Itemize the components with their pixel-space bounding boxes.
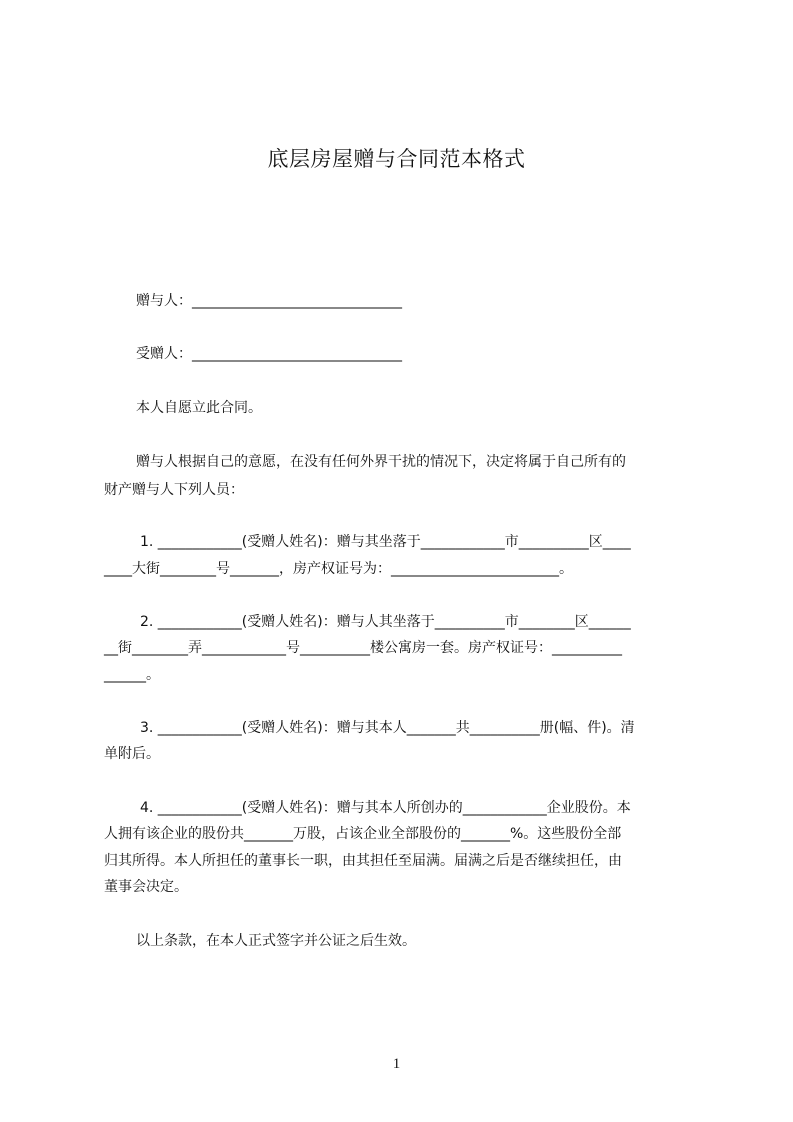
paragraph-line: 赠与人根据自己的意愿，在没有任何外界干扰的情况下，决定将属于自己所有的 (136, 454, 626, 470)
item-3-line: 3. ____________(受赠人姓名)：赠与其本人_______共__________册(幅、件)。清 (140, 720, 635, 736)
item-4-line: 归其所得。本人所担任的董事长一职，由其担任至届满。届满之后是否继续担任，由 (104, 853, 622, 869)
donor-line: 赠与人：______________________________ (136, 293, 402, 309)
item-3-line: 单附后。 (104, 746, 160, 762)
item-2-line: ______。 (104, 667, 160, 683)
item-4-line: 董事会决定。 (104, 879, 188, 895)
item-4-line: 4. ____________(受赠人姓名)：赠与其本人所创办的____________企业股份。本 (140, 800, 631, 816)
donee-line: 受赠人：______________________________ (136, 346, 402, 362)
item-2-line: __街________弄____________号__________楼公寓房一套。房产权证号：__________ (104, 640, 622, 656)
closing-paragraph: 以上条款，在本人正式签字并公证之后生效。 (136, 933, 416, 949)
item-1-line: ____大街________号_______，房产权证号为：________________________。 (104, 561, 573, 577)
intro-paragraph: 本人自愿立此合同。 (136, 400, 262, 416)
item-4-line: 人拥有该企业的股份共_______万股，占该企业全部股份的_______%。这些股份全部 (104, 826, 622, 842)
page-number: 1 (392, 1056, 401, 1072)
item-2-line: 2. ____________(受赠人姓名)：赠与人其坐落于__________市________区______ (140, 614, 631, 630)
document-title: 底层房屋赠与合同范本格式 (267, 147, 526, 171)
item-1-line: 1. ____________(受赠人姓名)：赠与其坐落于____________市__________区____ (140, 534, 631, 550)
paragraph-line: 财产赠与人下列人员： (104, 482, 244, 498)
